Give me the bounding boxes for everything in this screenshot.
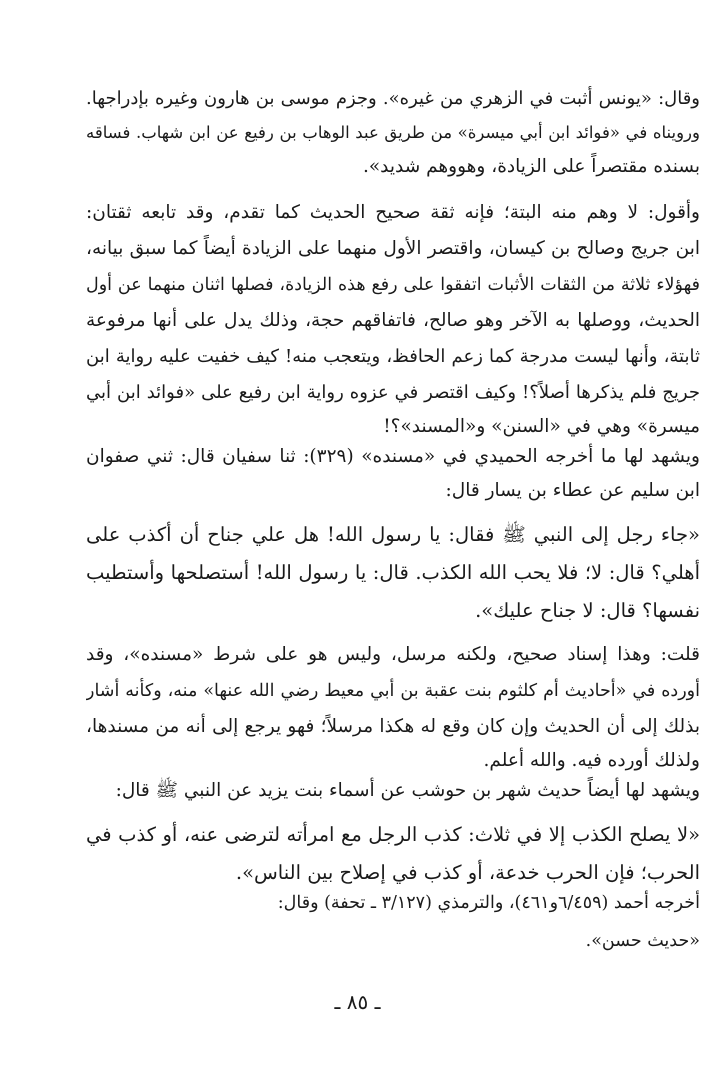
hadith-quote-line: نفسها؟ قال: لا جناح عليك».	[475, 599, 700, 622]
text-line: وأقول: لا وهم منه البتة؛ فإنه ثقة صحيح الحديث كما تقدم، وقد تابعه ثقتان:	[86, 202, 700, 223]
text-line: ثابتة، وأنها ليست مدرجة كما زعم الحافظ، ويتعجب منه! كيف خفيت عليه رواية ابن	[86, 346, 700, 367]
hadith-quote-line: «جاء رجل إلى النبي ﷺ فقال: يا رسول الله! هل علي جناح أن أكذب على	[86, 523, 700, 546]
text-line: ورويناه في «فوائد ابن أبي ميسرة» من طريق عبد الوهاب بن رفيع عن ابن شهاب. فساقه	[86, 123, 700, 142]
text-line: ولذلك أورده فيه. والله أعلم.	[483, 750, 700, 771]
hadith-quote-line: أهلي؟ قال: لا؛ فلا يحب الله الكذب. قال: يا رسول الله! أستصلحها وأستطيب	[86, 561, 700, 584]
text-line: جريج فلم يذكرها أصلاً؟! وكيف اقتصر في عزوه رواية ابن رفيع على «فوائد ابن أبي	[86, 382, 700, 403]
text-line: ويشهد لها ما أخرجه الحميدي في «مسنده» (٣٢٩): ثنا سفيان قال: ثني صفوان	[86, 446, 700, 467]
text-line: ميسرة» وهي في «السنن» و«المسند»؟!	[383, 416, 700, 437]
text-line: ابن سليم عن عطاء بن يسار قال:	[445, 480, 700, 501]
text-line: الحديث، ووصلها به الآخر وهو صالح، فاتفاقهم حجة، وذلك يدل على أنها مرفوعة	[86, 310, 700, 331]
citation-line: «حديث حسن».	[585, 931, 700, 951]
text-line: فهؤلاء ثلاثة من الثقات الأثبات اتفقوا على رفع هذه الزيادة، فصلها اثنان منهما عن أول	[86, 275, 700, 295]
page-number: ـ ٨٥ ـ	[334, 990, 381, 1014]
text-line: ابن جريج وصالح بن كيسان، واقتصر الأول منهما على الزيادة أيضاً كما سبق بيانه،	[86, 238, 700, 259]
text-line: وقال: «يونس أثبت في الزهري من غيره». وجزم موسى بن هارون وغيره بإدراجها.	[86, 88, 700, 109]
text-line: ويشهد لها أيضاً حديث شهر بن حوشب عن أسماء بنت يزيد عن النبي ﷺ قال:	[115, 780, 700, 801]
hadith-quote-line: الحرب؛ فإن الحرب خدعة، أو كذب في إصلاح بين الناس».	[235, 861, 700, 884]
hadith-quote-line: «لا يصلح الكذب إلا في ثلاث: كذب الرجل مع امرأته لترضى عنه، أو كذب في	[86, 823, 700, 846]
citation-line: أخرجه أحمد (٦/٤٥٩و٤٦١)، والترمذي (٣/١٢٧ ـ تحفة) وقال:	[277, 893, 700, 913]
text-line: بذلك إلى أن الحديث وإن كان وقع له هكذا مرسلاً؛ فهو يرجع إلى أنه من مسندها،	[86, 716, 700, 737]
text-line: بسنده مقتصراً على الزيادة، وهووهم شديد».	[362, 156, 700, 177]
text-line: أورده في «أحاديث أم كلثوم بنت عقبة بن أبي معيط رضي الله عنها» منه، وكأنه أشار	[86, 681, 700, 701]
text-line: قلت: وهذا إسناد صحيح، ولكنه مرسل، وليس هو على شرط «مسنده»، وقد	[86, 644, 700, 665]
